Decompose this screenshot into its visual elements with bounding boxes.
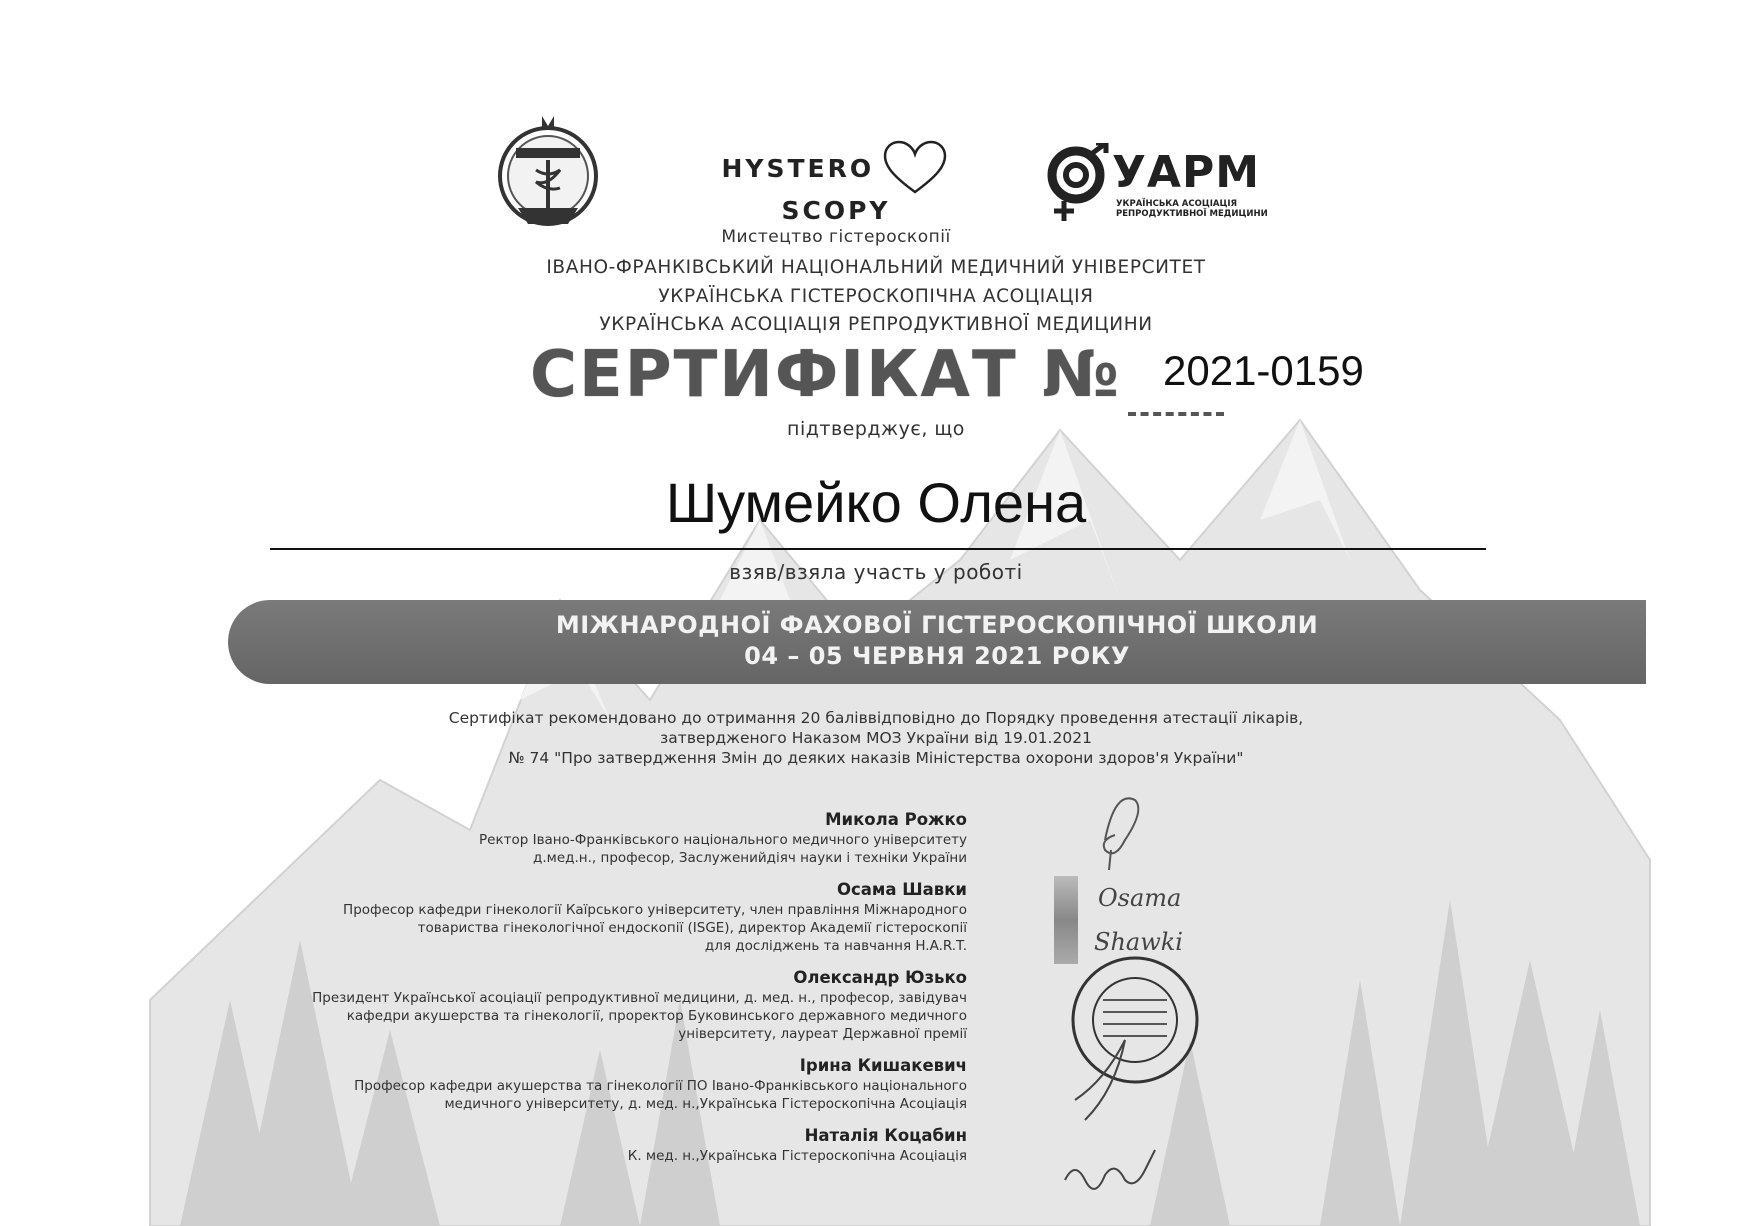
- handwritten-signature-text: Osama: [1098, 884, 1182, 912]
- organization-line: УКРАЇНСЬКА АСОЦІАЦІЯ РЕПРОДУКТИВНОЇ МЕДИЦИНИ: [599, 314, 1153, 335]
- signer-name: Ірина Кишакевич: [799, 1056, 967, 1075]
- event-banner: [228, 600, 1646, 684]
- hysteroscopy-logo-right-word: SCOPY: [781, 196, 891, 225]
- signature-photo: [1054, 876, 1078, 964]
- uarm-logo-word: УАРМ: [1112, 147, 1261, 198]
- signer-name: Осама Шавки: [836, 880, 967, 899]
- event-title: МІЖНАРОДНОЇ ФАХОВОЇ ГІСТЕРОСКОПІЧНОЇ ШКОЛИ: [555, 611, 1319, 639]
- signer-name: Олександр Юзько: [793, 968, 967, 987]
- signer: [0, 1124, 967, 1165]
- signer-title-line: кафедри акушерства та гінекології, проректор Буковинського державного медичного: [346, 1008, 967, 1024]
- signer-title-line: Ректор Івано-Франківського національного медичного університету: [479, 832, 967, 848]
- certificate-title: СЕРТИФІКАТ №: [530, 338, 1121, 412]
- signer-title-line: К. мед. н.,Українська Гістероскопічна Асоціація: [627, 1148, 967, 1164]
- signers-list: [0, 808, 967, 1176]
- uarm-logo: [1044, 143, 1274, 223]
- signer: [0, 1054, 967, 1113]
- university-emblem-icon: [488, 112, 608, 232]
- signer: [0, 966, 967, 1043]
- organizations-list: [0, 254, 1752, 340]
- uarm-logo-subtitle-1: УКРАЇНСЬКА АСОЦІАЦІЯ: [1116, 199, 1238, 209]
- signer-title-line: Професор кафедри акушерства та гінекології ПО Івано-Франківського національного: [354, 1078, 967, 1094]
- gender-symbol-icon: [1044, 143, 1110, 223]
- recommendation-text: [0, 708, 1752, 768]
- hysteroscopy-logo: [676, 140, 996, 247]
- signer-title-line: медичного університету, д. мед. н.,Українська Гістероскопічна Асоціація: [444, 1096, 967, 1112]
- signer-name: Микола Рожко: [825, 810, 967, 829]
- heart-icon: [883, 140, 947, 196]
- confirms-text: підтверджує, що: [787, 418, 965, 440]
- number-underline: [1128, 412, 1224, 416]
- signer: [0, 878, 967, 955]
- organization-line: ІВАНО-ФРАНКІВСЬКИЙ НАЦІОНАЛЬНИЙ МЕДИЧНИЙ УНІВЕРСИТЕТ: [546, 257, 1206, 278]
- certificate-number: 2021-0159: [1163, 347, 1364, 394]
- recommendation-line: затвердженого Наказом МОЗ України від 19.01.2021: [660, 729, 1092, 747]
- uarm-logo-subtitle-2: РЕПРОДУКТИВНОЇ МЕДИЦИНИ: [1116, 209, 1268, 219]
- signer-title-line: Президент Української асоціації репродуктивної медицини, д. мед. н., професор, завідувач: [312, 990, 967, 1006]
- participated-text: взяв/взяла участь у роботі: [729, 560, 1023, 584]
- organization-line: УКРАЇНСЬКА ГІСТЕРОСКОПІЧНА АСОЦІАЦІЯ: [658, 285, 1094, 307]
- event-dates: 04 – 05 ЧЕРВНЯ 2021 РОКУ: [744, 642, 1130, 670]
- signer-title-line: д.мед.н., професор, Заслуженийдіяч науки і техніки України: [533, 850, 967, 866]
- hysteroscopy-logo-subtitle: Мистецтво гістероскопії: [721, 227, 951, 247]
- recipient-name: Шумейко Олена: [665, 471, 1087, 534]
- hysteroscopy-logo-left-word: HYSTERO: [721, 153, 875, 183]
- handwritten-signature-text: Shawki: [1094, 928, 1183, 956]
- signatures-and-stamp: [1045, 780, 1245, 1210]
- signer-title-line: для досліджень та навчання H.A.R.T.: [704, 938, 967, 954]
- recommendation-line: № 74 "Про затвердження Змін до деяких наказів Міністерства охорони здоров'я України": [508, 749, 1244, 767]
- signer-title-line: Професор кафедри гінекології Каїрського університету, член правління Міжнародного: [343, 902, 967, 918]
- recommendation-line: Сертифікат рекомендовано до отримання 20 баліввідповідно до Порядку проведення атестації лікарів,: [448, 709, 1304, 727]
- signer-name: Наталія Коцабин: [804, 1126, 967, 1145]
- recipient-underline: [270, 548, 1486, 550]
- signer-title-line: університету, лауреат Державної премії: [678, 1026, 967, 1042]
- signer-title-line: товариства гінекологічної ендоскопії (ISGE), директор Академії гістероскопії: [417, 920, 967, 936]
- signer: [0, 808, 967, 867]
